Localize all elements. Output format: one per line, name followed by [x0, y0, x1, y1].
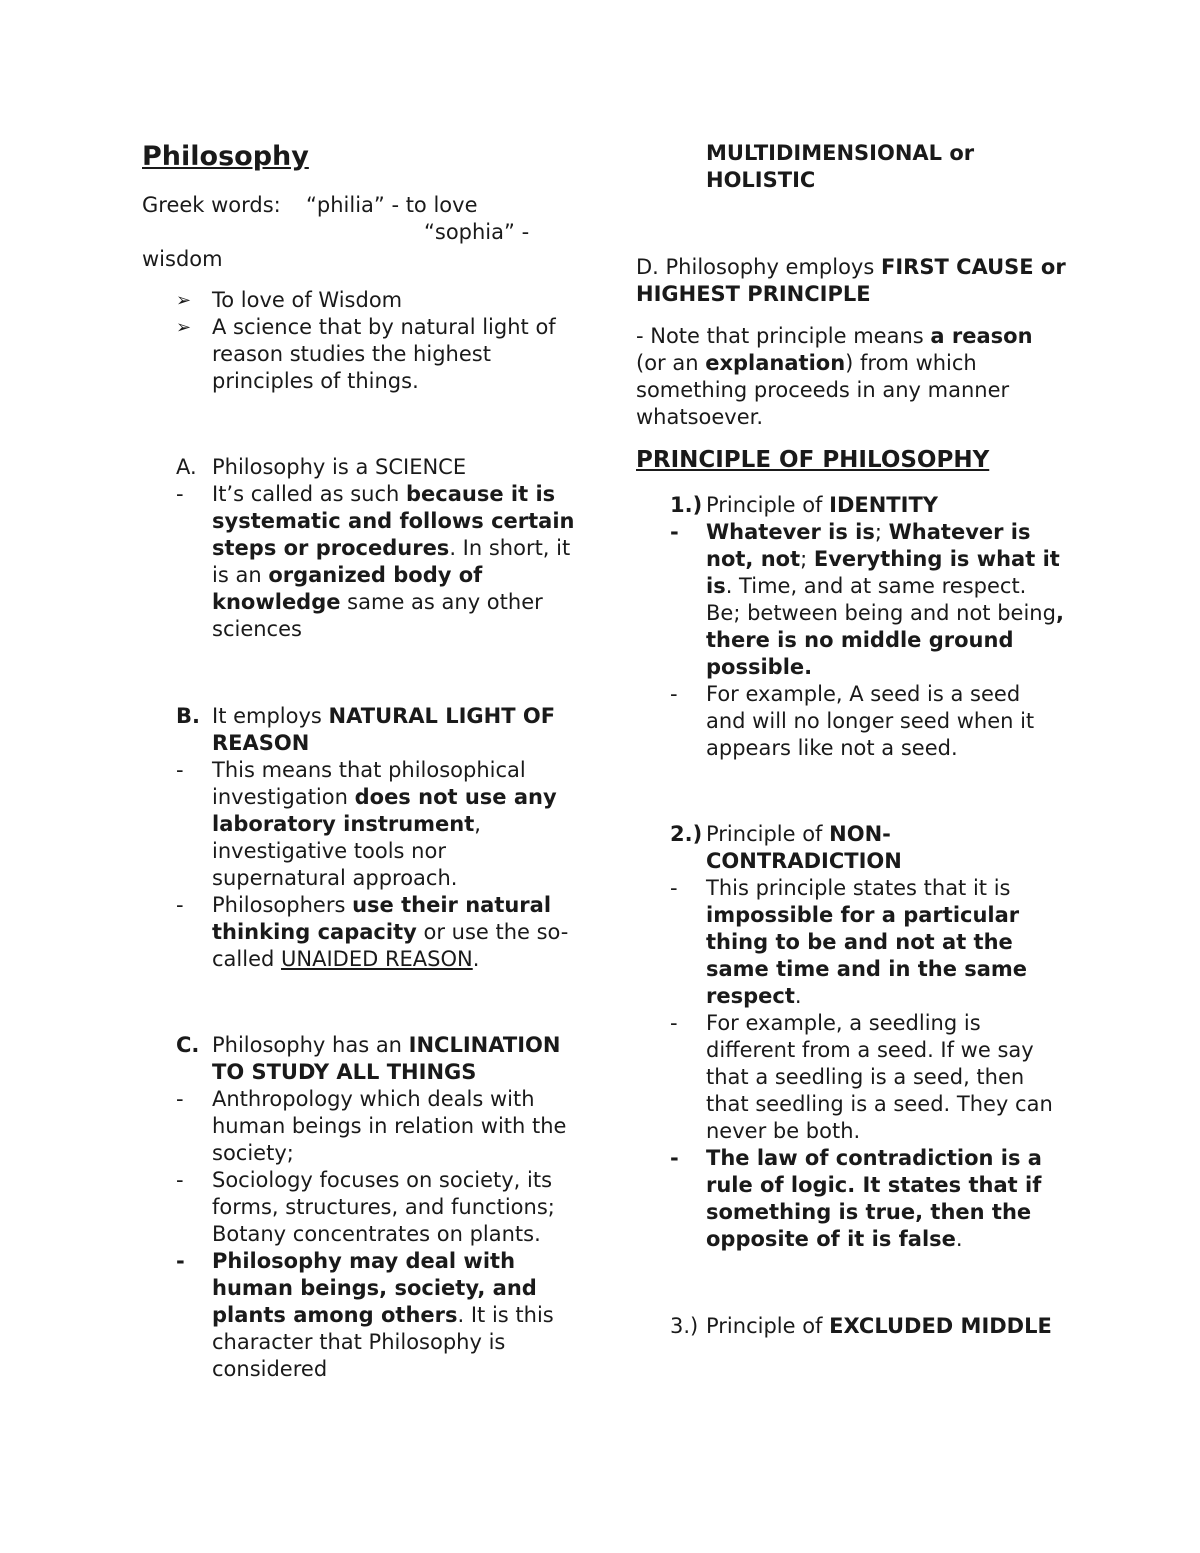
page-title-block: [142, 140, 582, 174]
list-item: ➢ To love of Wisdom: [176, 288, 403, 312]
principle-note: - Note that principle means a reason (or an explanation) from which something proceeds in any manner whatsoever.: [636, 324, 1033, 429]
principle-heading-block: [636, 447, 1066, 474]
principle-non-contradiction-point: - This principle states that it is impossible for a particular thing to be and not at the same time and in the same respect.: [670, 876, 1028, 1008]
dash-bullet: -: [176, 1087, 184, 1111]
section-c-point: - Philosophy may deal with human beings, society, and plants among others. It is this character that Philosophy is considered: [176, 1249, 554, 1381]
greek-sophia: “sophia” -: [424, 220, 530, 244]
section-b-point: - Philosophers use their natural thinking capacity or use the so-called UNAIDED REASON.: [176, 893, 569, 971]
dash-bullet: -: [670, 682, 678, 706]
arrow-bullet-icon: ➢: [176, 290, 192, 311]
principle-excluded-middle-heading: 3.) Principle of EXCLUDED MIDDLE: [670, 1314, 1052, 1338]
dash-bullet: -: [176, 758, 184, 782]
section-b: [142, 703, 582, 973]
section-a-heading: A. Philosophy is a SCIENCE: [176, 455, 467, 479]
section-c-point: - Anthropology which deals with human beings in relation with the society;: [176, 1087, 567, 1165]
principle-identity-heading: 1.) Principle of IDENTITY: [670, 493, 938, 517]
definition-list: [142, 287, 582, 395]
greek-wisdom: wisdom: [142, 247, 223, 271]
section-a-point: - It’s called as such because it is systematic and follows certain steps or procedures. In short, it is an organized body of knowledge same as any other sciences: [176, 482, 575, 641]
dash-bullet: -: [176, 893, 184, 917]
dash-bullet: -: [670, 876, 678, 900]
list-item: ➢ A science that by natural light of reason studies the highest principles of things.: [176, 315, 556, 393]
section-c: [142, 1032, 582, 1383]
principle-non-contradiction-point: - The law of contradiction is a rule of logic. It states that if something is true, then the opposite of it is false.: [670, 1146, 1042, 1251]
dash-bullet: -: [670, 1011, 678, 1035]
arrow-bullet-icon: ➢: [176, 317, 192, 338]
greek-philia: “philia” - to love: [306, 193, 478, 217]
greek-words: [142, 192, 582, 273]
section-c-point: - Sociology focuses on society, its forms, structures, and functions; Botany concentrates on plants.: [176, 1168, 555, 1246]
principle-heading: PRINCIPLE OF PHILOSOPHY: [636, 447, 990, 473]
principle-non-contradiction-point: - For example, a seedling is different from a seed. If we say that a seedling is a seed, then that seedling is a seed. They can never be both.: [670, 1011, 1053, 1143]
section-b-heading: B. It employs NATURAL LIGHT OF REASON: [176, 704, 556, 755]
dash-bullet: -: [176, 482, 184, 506]
principle-identity-point: - For example, A seed is a seed and will no longer seed when it appears like not a seed.: [670, 682, 1035, 760]
page-title: Philosophy: [142, 141, 309, 172]
section-c-heading: C. Philosophy has an INCLINATION TO STUDY ALL THINGS: [176, 1033, 561, 1084]
dash-bullet: -: [670, 1146, 679, 1170]
principle-excluded-middle: [636, 1313, 1066, 1340]
greek-label: Greek words:: [142, 193, 281, 217]
principle-non-contradiction-heading: 2.) Principle of NON-CONTRADICTION: [670, 822, 902, 873]
dash-bullet: -: [670, 520, 679, 544]
section-b-point: - This means that philosophical investigation does not use any laboratory instrument, investigative tools nor supernatural approach.: [176, 758, 557, 890]
section-c-continuation: MULTIDIMENSIONAL or HOLISTIC: [706, 141, 975, 192]
principle-identity-point: - Whatever is is; Whatever is not, not; Everything is what it is. Time, and at same respect. Be; between being and not being, there is no middle ground possible.: [670, 520, 1064, 679]
principle-non-contradiction: [636, 821, 1066, 1253]
dash-bullet: -: [176, 1249, 185, 1273]
section-d: D. Philosophy employs FIRST CAUSE or HIGHEST PRINCIPLE: [636, 255, 1066, 306]
dash-bullet: -: [176, 1168, 184, 1192]
principle-identity: [636, 492, 1066, 762]
section-a: [142, 454, 582, 643]
